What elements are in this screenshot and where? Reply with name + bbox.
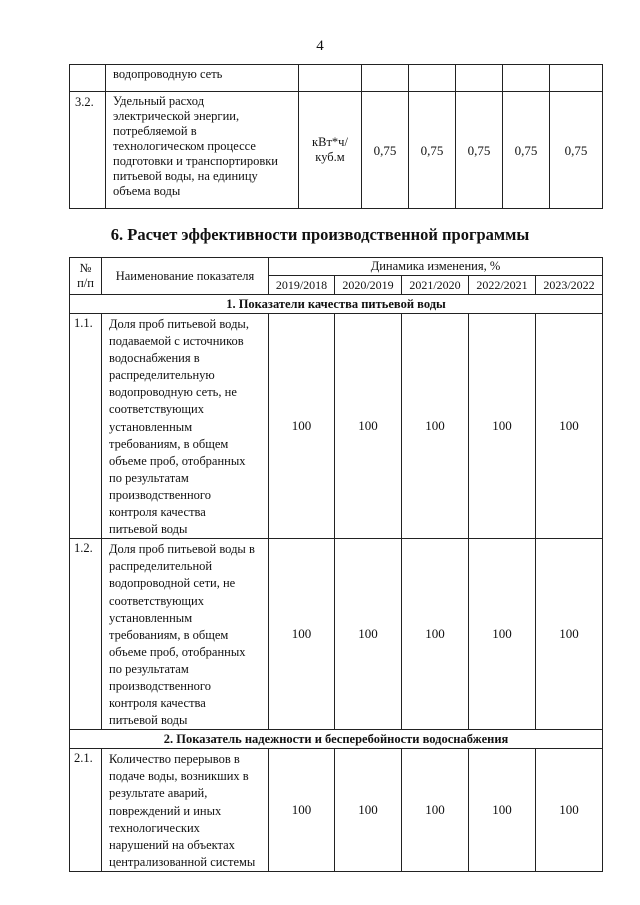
value-cell: 0,75 (550, 92, 603, 209)
value-cell: 100 (469, 314, 536, 539)
header-name: Наименование показателя (102, 258, 269, 295)
row-number: 1.1. (70, 314, 102, 539)
empty-cell (362, 65, 409, 92)
unit-text: кВт*ч/ куб.м (312, 135, 348, 164)
value-cell: 0,75 (456, 92, 503, 209)
value-cell: 0,75 (503, 92, 550, 209)
empty-cell (456, 65, 503, 92)
indicator-name (102, 314, 269, 539)
value-cell: 100 (536, 749, 603, 872)
indicator-name (102, 749, 269, 872)
header-dynamics: Динамика изменения, % (269, 258, 603, 276)
unit-cell (299, 92, 362, 209)
top-continuation-table (69, 64, 603, 209)
value-cell: 100 (335, 749, 402, 872)
value-cell: 100 (536, 539, 603, 730)
empty-cell (299, 65, 362, 92)
table-row (70, 539, 603, 730)
section-title: 6. Расчет эффективности производственной программы (110, 225, 530, 244)
header-year: 2023/2022 (536, 276, 603, 295)
value-cell: 100 (402, 539, 469, 730)
row-number: 1.2. (70, 539, 102, 730)
value-cell: 100 (269, 749, 335, 872)
empty-cell (409, 65, 456, 92)
table-row (70, 314, 603, 539)
table-row (70, 749, 603, 872)
row-number: 2.1. (70, 749, 102, 872)
header-year: 2020/2019 (335, 276, 402, 295)
header-num-text: № п/п (77, 261, 94, 290)
value-cell: 0,75 (409, 92, 456, 209)
header-year: 2022/2021 (469, 276, 536, 295)
value-cell: 100 (536, 314, 603, 539)
indicator-name (102, 539, 269, 730)
indicator-name-text: Доля проб питьевой воды, подаваемой с источников водоснабжения в распределительную водопроводную сеть, не соответствующих установленным требованиям, в общем объеме проб, отобранных по результатам производственного контроля качества питьевой воды (109, 317, 249, 537)
value-cell: 100 (335, 314, 402, 539)
indicator-name (106, 92, 299, 209)
table-row (70, 65, 603, 92)
efficiency-table (69, 257, 603, 872)
value-cell: 100 (402, 314, 469, 539)
indicator-name-text: Удельный расход электрической энергии, потребляемой в технологическом процессе подготовки и транспортировки питьевой воды, на единицу объема воды (113, 94, 278, 198)
section-label: 2. Показатель надежности и бесперебойности водоснабжения (70, 730, 603, 749)
header-year: 2021/2020 (402, 276, 469, 295)
section-row (70, 295, 603, 314)
value-cell: 100 (269, 314, 335, 539)
continuation-text: водопроводную сеть (106, 65, 299, 92)
header-row (70, 258, 603, 276)
empty-cell (503, 65, 550, 92)
header-year: 2019/2018 (269, 276, 335, 295)
section-row (70, 730, 603, 749)
value-cell: 100 (469, 539, 536, 730)
empty-cell (70, 65, 106, 92)
table-row (70, 92, 603, 209)
row-number: 3.2. (70, 92, 106, 209)
value-cell: 100 (402, 749, 469, 872)
value-cell: 100 (469, 749, 536, 872)
indicator-name-text: Доля проб питьевой воды в распределительной водопроводной сети, не соответствующих установленным требованиям, в общем объеме проб, отобранных по результатам производственного контроля качества питьевой воды (109, 542, 255, 728)
section-label: 1. Показатели качества питьевой воды (70, 295, 603, 314)
indicator-name-text: Количество перерывов в подаче воды, возникших в результате аварий, повреждений и иных технологических нарушений на объектах централизованной системы (109, 752, 256, 869)
header-num (70, 258, 102, 295)
value-cell: 100 (335, 539, 402, 730)
value-cell: 100 (269, 539, 335, 730)
value-cell: 0,75 (362, 92, 409, 209)
empty-cell (550, 65, 603, 92)
page-number: 4 (316, 38, 324, 54)
